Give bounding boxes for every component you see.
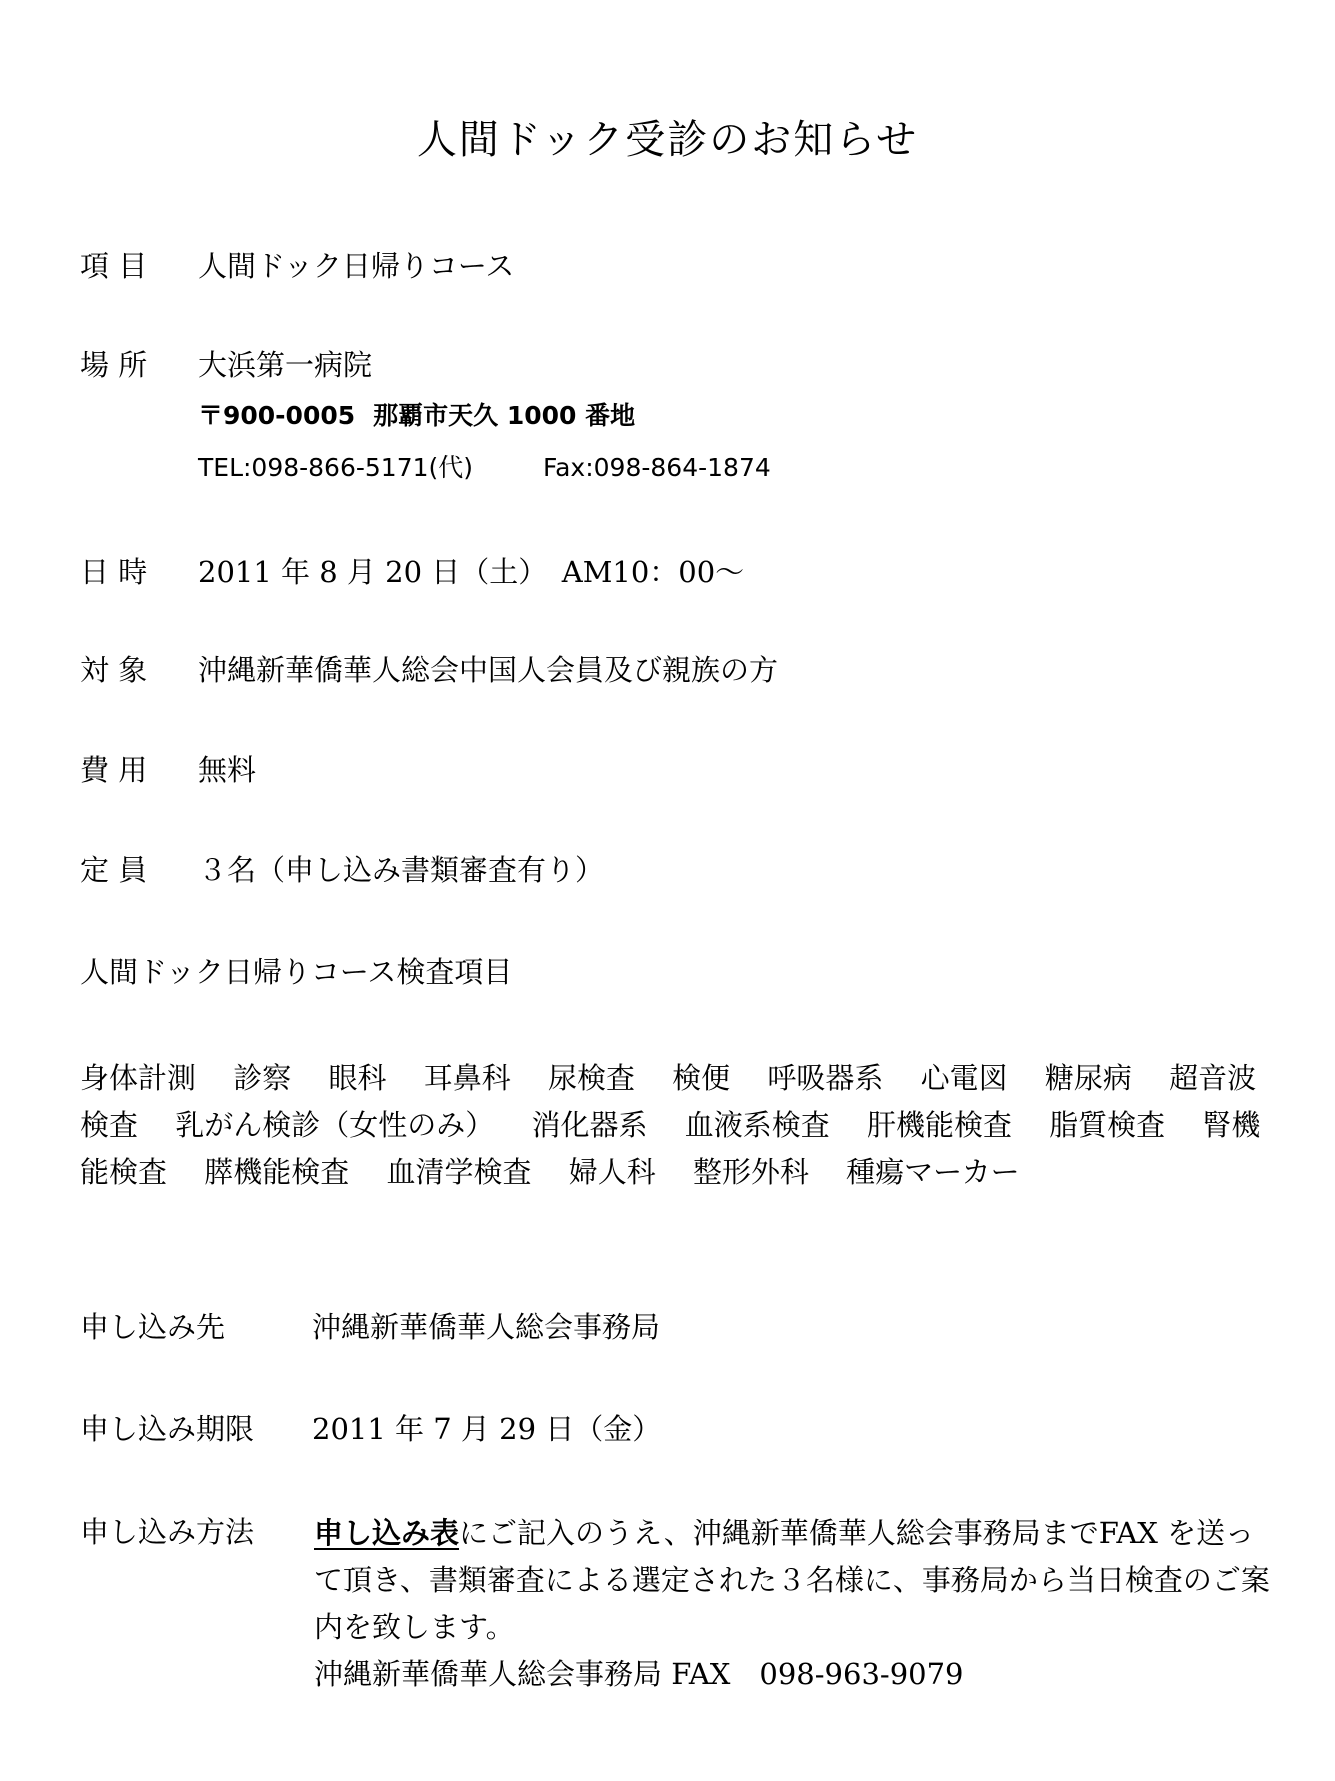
place-label: 場 所 [80, 348, 148, 382]
datetime-row [80, 550, 744, 594]
application-form-link[interactable]: 申し込み表 [314, 1516, 460, 1550]
capacity-label: 定 員 [80, 853, 148, 887]
method-label: 申し込み方法 [80, 1515, 255, 1549]
exam-item: 婦人科 [568, 1155, 656, 1189]
exam-item: 肝機能検査 [866, 1108, 1012, 1142]
capacity-row [80, 848, 604, 892]
exam-heading: 人間ドック日帰りコース検査項目 [80, 955, 513, 989]
cost-row [80, 748, 256, 792]
fax-number: Fax:098-864-1874 [543, 453, 771, 482]
exam-item: 膵機能検査 [204, 1155, 350, 1189]
exam-item: 耳鼻科 [423, 1061, 511, 1095]
exam-items-list [80, 1055, 1275, 1196]
apply-to-value: 沖縄新華僑華人総会事務局 [312, 1310, 661, 1344]
postal-code: 〒900-0005 [198, 401, 356, 430]
deadline-row [80, 1407, 661, 1451]
exam-item: 身体計測 [80, 1061, 197, 1095]
place-address-line [198, 396, 635, 436]
target-label: 対 象 [80, 653, 148, 687]
tel-number: TEL:098-866-5171(代) [198, 453, 474, 482]
datetime-label: 日 時 [80, 555, 148, 589]
exam-item: 脂質検査 [1049, 1108, 1166, 1142]
method-description: にご記入のうえ、沖縄新華僑華人総会事務局までFAX を送って頂き、書類審査による選定された３名様に、事務局から当日検査のご案内を致します。 [314, 1516, 1270, 1644]
address: 那覇市天久 1000 番地 [373, 401, 636, 430]
office-fax-line: 沖縄新華僑華人総会事務局 FAX 098-963-9079 [314, 1657, 964, 1691]
exam-item: 尿検査 [547, 1061, 635, 1095]
place-name: 大浜第一病院 [198, 348, 373, 382]
datetime-value: 2011 年 8 月 20 日（土） AM10：00～ [198, 555, 745, 589]
exam-item: 腎機能検査 [80, 1108, 1261, 1189]
exam-item: 血液系検査 [684, 1108, 830, 1142]
target-value: 沖縄新華僑華人総会中国人会員及び親族の方 [198, 653, 779, 687]
exam-item: 超音波検査 [80, 1061, 1257, 1142]
apply-to-row [80, 1305, 660, 1349]
exam-item: 呼吸器系 [767, 1061, 884, 1095]
deadline-label: 申し込み期限 [80, 1412, 255, 1446]
method-row [80, 1510, 254, 1554]
page-title: 人間ドック受診のお知らせ [416, 117, 919, 163]
capacity-value: ３名（申し込み書類審査有り） [198, 853, 605, 887]
apply-to-label: 申し込み先 [80, 1310, 226, 1344]
target-row [80, 648, 778, 692]
place-contact-line [198, 448, 771, 488]
item-value: 人間ドック日帰りコース [198, 249, 515, 283]
item-row [80, 244, 514, 288]
method-text [314, 1510, 1274, 1698]
exam-item: 乳がん検診（女性のみ） [175, 1108, 495, 1142]
exam-item: 診察 [233, 1061, 292, 1095]
item-label: 項 目 [80, 249, 148, 283]
deadline-value: 2011 年 7 月 29 日（金） [312, 1412, 662, 1446]
exam-item: 種瘍マーカー [846, 1155, 1020, 1189]
exam-item: 検便 [672, 1061, 731, 1095]
cost-value: 無料 [198, 753, 257, 787]
exam-item: 血清学検査 [386, 1155, 532, 1189]
exam-item: 心電図 [920, 1061, 1008, 1095]
cost-label: 費 用 [80, 753, 148, 787]
exam-item: 消化器系 [531, 1108, 648, 1142]
exam-item: 整形外科 [692, 1155, 809, 1189]
exam-item: 眼科 [328, 1061, 387, 1095]
place-row [80, 343, 372, 387]
exam-item: 糖尿病 [1044, 1061, 1132, 1095]
